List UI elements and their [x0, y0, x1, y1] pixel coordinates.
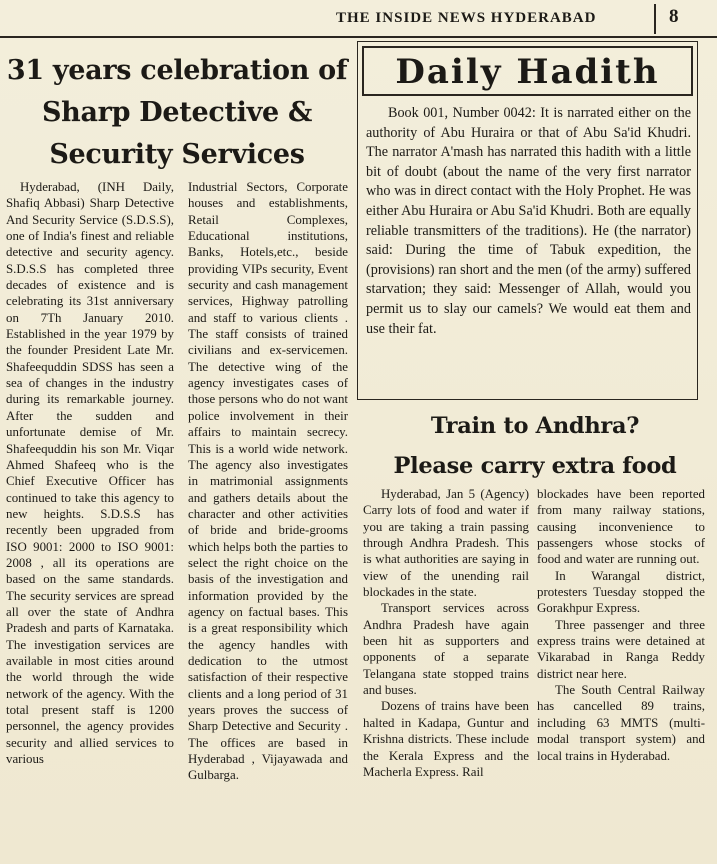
security-article-column-1: [6, 179, 174, 864]
security-article-column-2: [188, 179, 348, 864]
security-article-headline: 31 years celebration of Sharp Detective & Security Services: [6, 55, 348, 170]
train-article-paragraph: Transport services across Andhra Pradesh have again been hit as supporters and opponents of a separate Telangana state stopped trains and buses.: [363, 601, 529, 698]
train-article-paragraph: blockades have been reported from many railway stations, causing inconvenience to passengers whose stocks of food and water are running out.: [537, 487, 705, 567]
security-article-text-1: Hyderabad, (INH Daily, Shafiq Abbasi) Sharp Detective And Security Service (S.D.S.S), one of India's finest and reliable detective and security agency. S.D.S.S has completed three decades of existence and is celebrating its 31st anniversary on 7Th January 2010. Established in the year 1979 by the founder President Late Mr. Shafeequddin SDSS has seen a sea of changes in the industry during its remarkable journey. After the sudden and unfortunate demise of Mr. Shafeequddin his son Mr. Viqar Ahmed Shafeeq who is the Chief Executive Officer has continued to take this agency to new heights. S.D.S.S has recently been upgraded from ISO 9001: 2000 to ISO 9001: 2008 , all its operations are based on the same standards. The security services are spread all over the state of Andhra Pradesh and parts of Karnataka. The investigation services are available in most cities around the world through the wide network of the agency. With the total present staff is 1200 personnel, the agency provides security and allied services to various: [6, 180, 174, 767]
page-number: 8: [669, 6, 679, 27]
security-article-text-2: Industrial Sectors, Corporate houses and establishments, Retail Complexes, Educational institutions, Banks, Hotels,etc., beside providing VIPs security, Event security and cash management services, Highway patrolling and staff to various clients . The staff consists of trained civilians and ex-servicemen. The detective wing of the agency investigates cases of those persons who do not want police involvement in their affairs to maintain secrecy. This is a world wide network. The agency also investigates in matrimonial assignments and gathers details about the character and other activities of bride and bride-grooms which helps both the parties to select the right choice on the basis of the investigation and information provided by the agency on factual bases. This is a great responsibility which the agency handles with dedication to the utmost satisfaction of their respective clients and a long period of 31 years proves the success of Sharp Detective and Security . The offices are based in Hyderabad , Vijayawada and Gulbarga.: [188, 180, 348, 783]
train-article-headline: [358, 406, 712, 486]
train-article-column-1: [363, 486, 529, 864]
train-article-paragraph: The South Central Railway has cancelled 89 trains, including 63 MMTS (multi-modal transport system) and local trains in Hyderabad.: [537, 683, 705, 763]
train-article-column-2: [537, 486, 705, 864]
daily-hadith-box: [357, 41, 698, 400]
newspaper-title: THE INSIDE NEWS HYDERABAD: [336, 10, 597, 26]
train-headline-line-1: Train to Andhra?: [430, 413, 640, 439]
train-article-paragraph: In Warangal district, protesters Tuesday stopped the Gorakhpur Express.: [537, 568, 705, 616]
train-article-paragraph: Dozens of trains have been halted in Kadapa, Guntur and Krishna districts. These include the Kerala Express and the Macherla Express. Rail: [363, 699, 529, 779]
train-article-paragraph: Three passenger and three express trains were detained at Vikarabad in Ranga Reddy district near here.: [537, 617, 705, 681]
masthead: [0, 0, 717, 38]
daily-hadith-title: Daily Hadith: [395, 52, 660, 92]
train-article-paragraph: Hyderabad, Jan 5 (Agency) Carry lots of food and water if you are taking a train passing through Andhra Pradesh. This is what authorities are saying in view of the unending rail blockades in the state.: [363, 487, 529, 600]
daily-hadith-title-frame: [362, 46, 693, 96]
daily-hadith-body: Book 001, Number 0042: It is narrated either on the authority of Abu Huraira or that of Abu Sa'id Khudri. The narrator A'mash has narrated this hadith with a little bit of doubt (about the name of the very first narrator who was in direct contact with the Holy Prophet. He was either Abu Huraira or Abu Sa'id Khudri. Both are equally reliable transmitters of the traditions). He (the narrator) said: During the time of Tabuk expedition, the (provisions) ran short and the men (of the army) suffered starvation; they said: Messenger of Allah, would you permit us to slay our camels? We would eat them and use their fat.: [366, 105, 691, 337]
masthead-divider: [654, 4, 656, 34]
train-headline-line-2: Please carry extra food: [393, 453, 677, 479]
